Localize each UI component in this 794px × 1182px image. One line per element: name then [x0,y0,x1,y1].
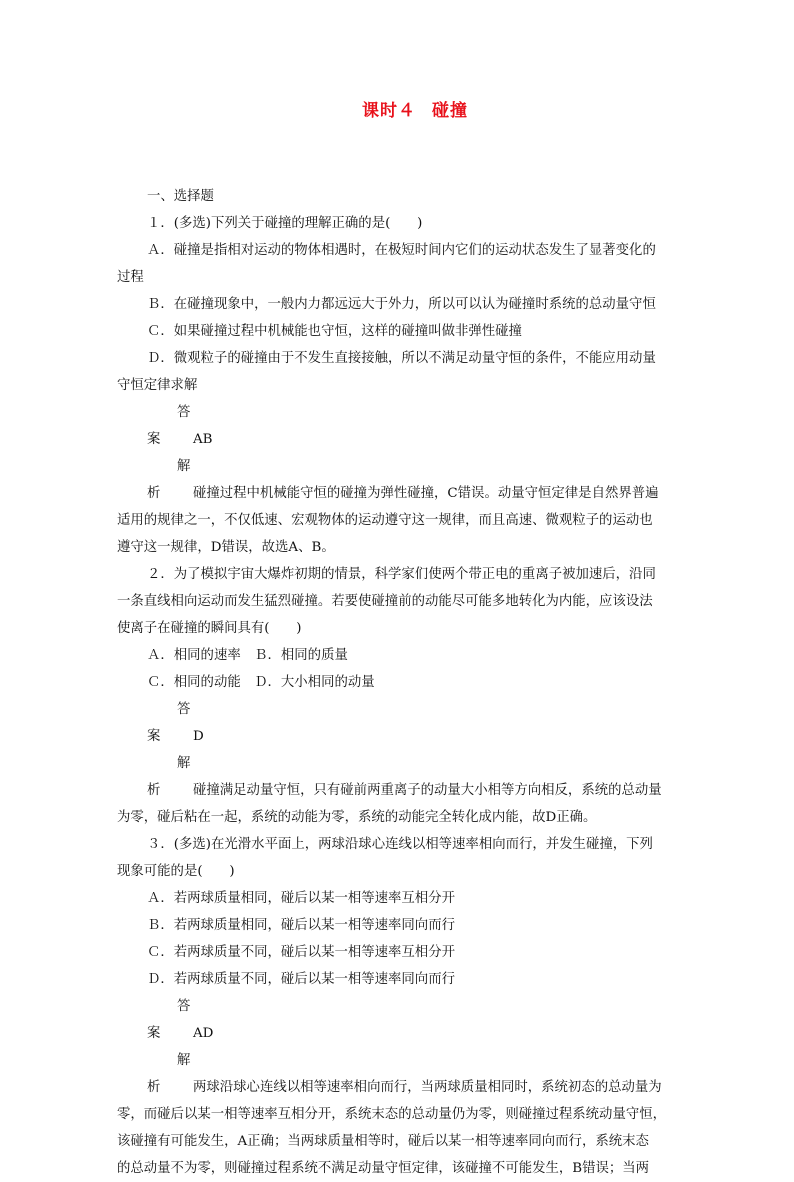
q1-option-b: Ｂ．在碰撞现象中，一般内力都远远大于外力，所以可以认为碰撞时系统的总动量守恒 [147,297,656,312]
q3-option-b: Ｂ．若两球质量相同，碰后以某一相等速率同向而行 [147,918,455,933]
page-title [0,96,794,121]
q3-analysis: 解析 两球沿球心连线以相等速率相向而行，当两球质量相同时，系统初态的总动量为 [147,1053,662,1095]
q3-stem: ３．(多选)在光滑水平面上，两球沿球心连线以相等速率相向而行，并发生碰撞，下列 [147,837,653,852]
q1-analysis: 解析 碰撞过程中机械能守恒的碰撞为弹性碰撞，C错误。动量守恒定律是自然界普遍 [147,459,659,501]
q1-option-c: Ｃ．如果碰撞过程中机械能也守恒，这样的碰撞叫做非弹性碰撞 [147,324,522,339]
q2-options-ab: Ａ．相同的速率 Ｂ．相同的质量 [147,648,348,663]
document-body [117,183,677,1182]
q2-options-cd: Ｃ．相同的动能 Ｄ．大小相同的动量 [147,675,375,690]
q1-option-a: Ａ．碰撞是指相对运动的物体相遇时，在极短时间内它们的运动状态发生了显著变化的 [147,243,656,258]
q3-analysis-cont: 零，而碰后以某一相等速率互相分开，系统末态的总动量仍为零，则碰撞过程系统动量守恒， [117,1107,667,1122]
q1-option-a-cont: 过程 [117,270,144,285]
q1-option-d-cont: 守恒定律求解 [117,378,198,393]
q3-option-d: Ｄ．若两球质量不同，碰后以某一相等速率同向而行 [147,972,455,987]
q2-analysis: 解析 碰撞满足动量守恒，只有碰前两重离子的动量大小相等方向相反，系统的总动量 [147,756,662,798]
q3-analysis-cont: 的总动量不为零，则碰撞过程系统不满足动量守恒定律，该碰撞不可能发生，B错误；当两 [117,1161,650,1176]
q3-analysis-cont: 该碰撞有可能发生，A正确；当两球质量相等时，碰后以某一相等速率同向而行，系统末态 [117,1134,649,1149]
q3-option-c: Ｃ．若两球质量不同，碰后以某一相等速率互相分开 [147,945,455,960]
q1-stem: １．(多选)下列关于碰撞的理解正确的是( ) [147,216,423,231]
q2-stem: ２．为了模拟宇宙大爆炸初期的情景，科学家们使两个带正电的重离子被加速后，沿同 [147,567,656,582]
q1-answer: 答案 AB [147,405,213,447]
q1-analysis-cont: 适用的规律之一，不仅低速、宏观物体的运动遵守这一规律，而且高速、微观粒子的运动也 [117,513,653,528]
q3-option-a: Ａ．若两球质量相同，碰后以某一相等速率互相分开 [147,891,455,906]
lesson-number: 课时４ [362,101,416,121]
q2-stem-cont: 使离子在碰撞的瞬间具有( ) [117,621,302,636]
q2-analysis-cont: 为零，碰后粘在一起，系统的动能为零，系统的动能完全转化成内能，故D正确。 [117,810,597,825]
q2-stem-cont: 一条直线相向运动而发生猛烈碰撞。若要使碰撞前的动能尽可能多地转化为内能，应该设法 [117,594,653,609]
q2-answer: 答案 D [147,702,204,744]
q1-analysis-cont: 遵守这一规律，D错误，故选A、B。 [117,540,335,555]
lesson-topic: 碰撞 [432,101,468,121]
q1-option-d: Ｄ．微观粒子的碰撞由于不发生直接接触，所以不满足动量守恒的条件，不能应用动量 [147,351,656,366]
q3-answer: 答案 AD [147,999,214,1041]
q3-stem-cont: 现象可能的是( ) [117,864,235,879]
section-heading: 一、选择题 [147,189,214,204]
